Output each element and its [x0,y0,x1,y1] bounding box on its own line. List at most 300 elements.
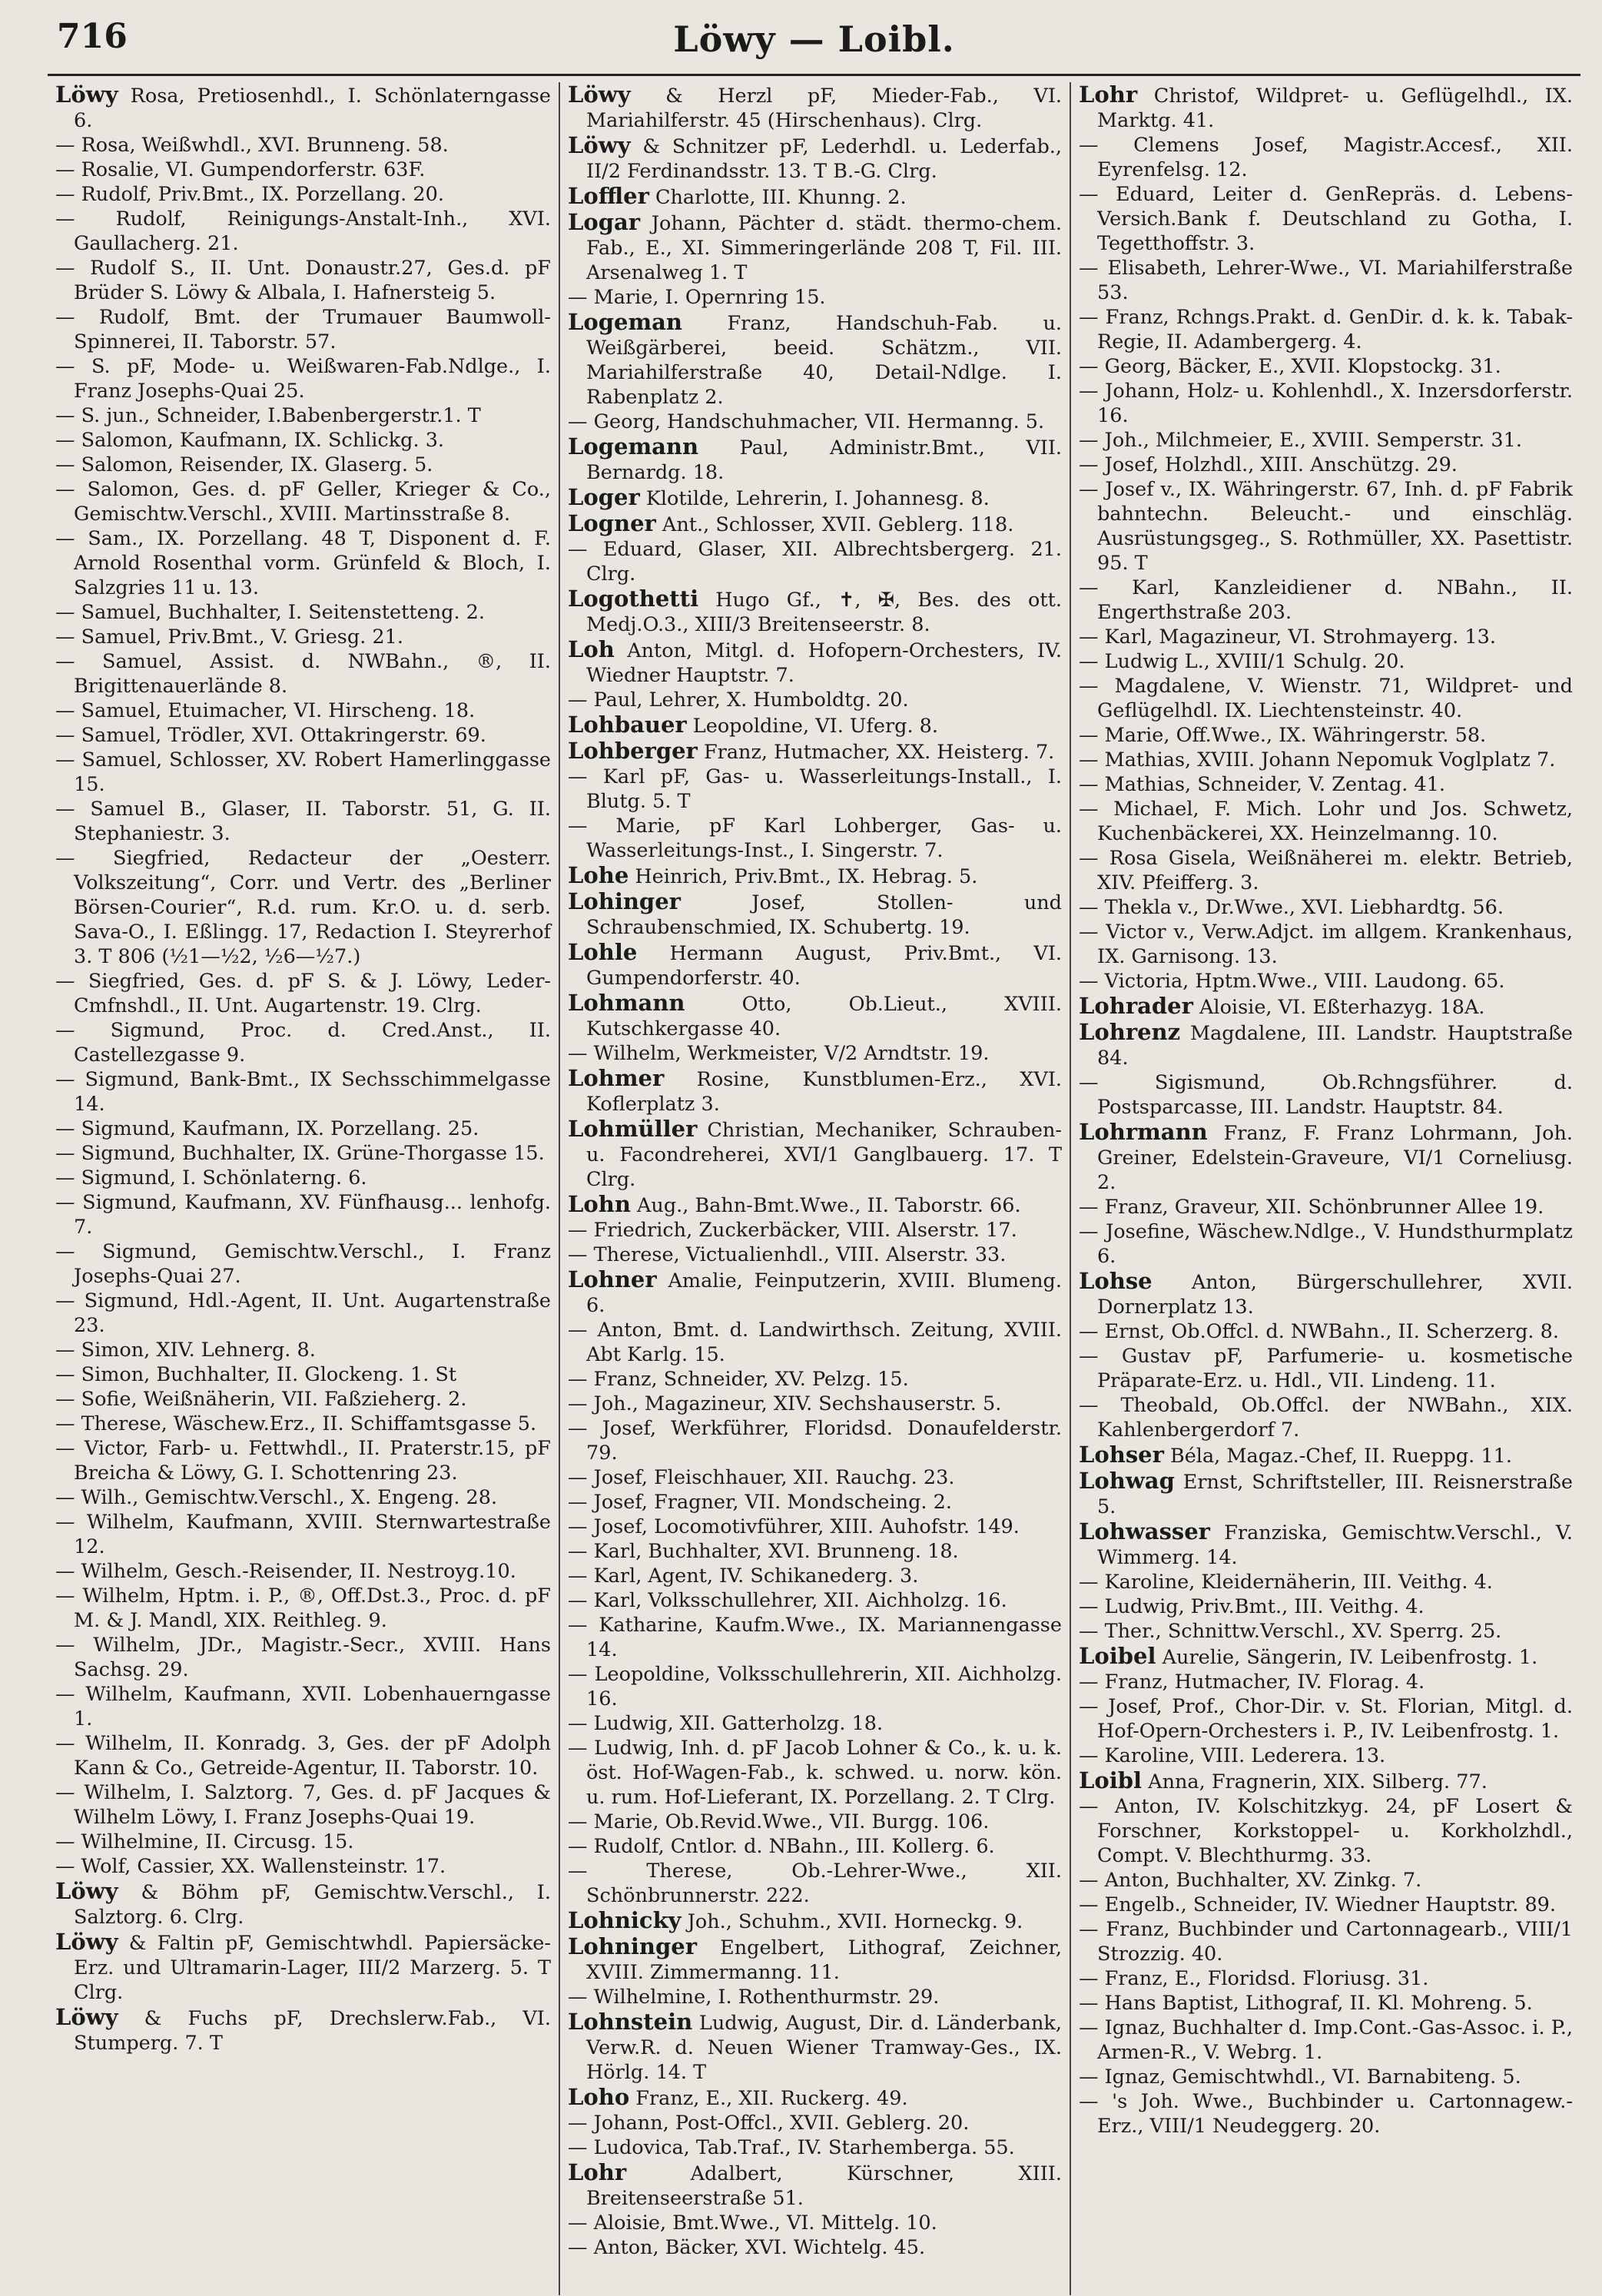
directory-entry [568,1416,1062,1465]
entry-surname: Loger [568,484,640,510]
entry-text: & Faltin pF, Gemischtwhdl. Papiersäcke-Erz. und Ultramarin-Lager, III/2 Marzerg. 5. T Clrg. [74,1932,551,2004]
directory-entry [55,1412,551,1436]
entry-text: — Michael, F. Mich. Lohr und Jos. Schwetz, Kuchenbäckerei, XX. Heinzelmanng. 10. [1079,798,1573,845]
entry-text: — Siegfried, Redacteur der „Oesterr. Volkszeitung“, Corr. und Vertr. des „Berliner Börsen-Courier“, R.d. rum. Kr.O. u. d. serb. Sava-O., I. Eßlingg. 17, Redaction I. Steyrerhof 3. T 806 (½1—½2, ½6—½7.) [55,847,551,968]
directory-entry [1079,797,1573,846]
entry-surname: Lohnstein [568,2009,693,2035]
directory-entry [55,403,551,428]
entry-surname: Löwy [55,1929,118,1955]
entry-text: — Katharine, Kaufm.Wwe., IX. Mariannengasse 14. [568,1614,1062,1661]
directory-entry [55,1190,551,1239]
entry-text: — Samuel, Buchhalter, I. Seitenstetteng. 2. [55,601,485,624]
entry-text: — Franz, Hutmacher, IV. Florag. 4. [1079,1671,1425,1694]
directory-entry [1079,1219,1573,1269]
entry-text: — Rudolf S., II. Unt. Donaustr.27, Ges.d. pF Brüder S. Löwy & Albala, I. Hafnersteig 5. [55,257,551,304]
entry-text: — Magdalene, V. Wienstr. 71, Wildpret- und Geflügelhdl. IX. Liechtensteinstr. 40. [1079,675,1573,722]
entry-text: — Anton, Bäcker, XVI. Wichtelg. 45. [568,2236,926,2259]
entry-text: — Ignaz, Gemischtwhdl., VI. Barnabiteng. 5. [1079,2065,1521,2089]
directory-entry [1079,1393,1573,1442]
directory-entry [55,1879,551,1929]
entry-text: — Josef, Fleischhauer, XII. Rauchg. 23. [568,1466,955,1489]
directory-entry [568,184,1062,210]
entry-text: — Sigmund, Gemischtw.Verschl., I. Franz Josephs-Quai 27. [55,1240,551,1288]
entry-text: — Wolf, Cassier, XX. Wallensteinstr. 17. [55,1855,446,1878]
directory-entry [568,2211,1062,2235]
entry-text: — Josefine, Wäschew.Ndlge., V. Hundsthurmplatz 6. [1079,1220,1573,1268]
entry-text: — Wilhelm, II. Konradg. 3, Ges. der pF Adolph Kann & Co., Getreide-Agentur, II. Taborstr. 10. [55,1732,551,1780]
directory-entry [1079,256,1573,305]
directory-entry [568,2235,1062,2260]
entry-text: — Ludwig, Inh. d. pF Jacob Lohner & Co., k. u. k. öst. Hof-Wagen-Fab., k. schwed. u. norw. kön. u. rum. Hof-Lieferant, IX. Porzellang. 2. T Clrg. [568,1737,1062,1809]
entry-text: Aurelie, Sängerin, IV. Leibenfrostg. 1. [1156,1646,1538,1669]
entry-text: — Sigmund, I. Schönlaterng. 6. [55,1166,367,1189]
directory-entry [568,1810,1062,1834]
entry-text: — Ludwig, Priv.Bmt., III. Veithg. 4. [1079,1595,1425,1618]
entry-text: — Leopoldine, Volksschullehrerin, XII. Aichholzg. 16. [568,1663,1062,1710]
entry-text: — Samuel, Assist. d. NWBahn., ®, II. Brigittenauerlände 8. [55,650,551,698]
entry-text: — Josef, Prof., Chor-Dir. v. St. Florian, Mitgl. d. Hof-Opern-Orchesters i. P., IV. Leibenfrostg. 1. [1079,1695,1573,1743]
directory-entry [1079,1319,1573,1344]
entry-text: — Karl pF, Gas- u. Wasserleitungs-Install., I. Blutg. 5. T [568,765,1062,813]
directory-entry [55,1166,551,1190]
entry-text: — Franz, Schneider, XV. Pelzg. 15. [568,1368,909,1391]
entry-text: Ernst, Schriftsteller, III. Reisnerstraße 5. [1097,1471,1573,1518]
entry-text: — Franz, E., Floridsd. Floriusg. 31. [1079,1967,1429,1990]
directory-entry [55,133,551,158]
entry-text: — Franz, Graveur, XII. Schönbrunner Allee 19. [1079,1196,1544,1219]
entry-text: — Karl, Kanzleidiener d. NBahn., II. Engerthstraße 203. [1079,576,1573,624]
entry-text: — Wilhelm, Kaufmann, XVII. Lobenhauerngasse 1. [55,1683,551,1730]
entry-text: Ludwig, August, Dir. d. Länderbank, Verw.R. d. Neuen Wiener Tramway-Ges., IX. Hörlg. 14. T [586,2012,1062,2084]
entry-text: — Sigmund, Kaufmann, XV. Fünfhausg... lenhofg. 7. [55,1191,551,1239]
directory-entry [1079,428,1573,453]
directory-entry [1079,2016,1573,2065]
entry-surname: Lohberger [568,738,698,764]
directory-entry [55,625,551,649]
entry-text: Josef, Stollen- und Schraubenschmied, IX. Schubertg. 19. [586,891,1062,939]
entry-text: — Clemens Josef, Magistr.Accesf., XII. Eyrenfelsg. 12. [1079,134,1573,181]
directory-entry [568,485,1062,511]
directory-entry [55,82,551,133]
entry-surname: Lohse [1079,1268,1153,1294]
entry-text: — Franz, Buchbinder und Cartonnagearb., VIII/1 Strozzig. 40. [1079,1918,1573,1966]
entry-text: — Josef, Werkführer, Floridsd. Donaufelderstr. 79. [568,1417,1062,1465]
directory-entry [568,712,1062,738]
entry-surname: Loibel [1079,1643,1156,1669]
directory-entry [55,1780,551,1830]
directory-entry [1079,1794,1573,1868]
entry-text: Engelbert, Lithograf, Zeichner, XVIII. Zimmermanng. 11. [586,1936,1062,1984]
entry-text: — Gustav pF, Parfumerie- u. kosmetische Präparate-Erz. u. Hdl., VII. Lindeng. 11. [1079,1345,1573,1392]
directory-entry [1079,1070,1573,1120]
entry-surname: Löwy [568,82,631,108]
entry-surname: Lohrenz [1079,1019,1181,1045]
entry-text: Otto, Ob.Lieut., XVIII. Kutschkergasse 40. [586,993,1062,1040]
entry-surname: Logothetti [568,586,699,612]
entry-text: — Anton, IV. Kolschitzkyg. 24, pF Losert & Forschner, Korkstoppel- u. Korkholzhdl., Compt. V. Blechthurmg. 33. [1079,1795,1573,1867]
directory-entry [568,637,1062,688]
entry-text: — Karl, Volksschullehrer, XII. Aichholzg. 16. [568,1589,1007,1612]
directory-entry [55,649,551,698]
directory-entry [1079,82,1573,133]
directory-entry [568,1613,1062,1662]
entry-text: — 's Joh. Wwe., Buchbinder u. Cartonnagew.-Erz., VIII/1 Neudeggerg. 20. [1079,2090,1573,2138]
entry-text: — Karl, Agent, IV. Schikanederg. 3. [568,1564,919,1588]
entry-text: — Wilh., Gemischtw.Verschl., X. Engeng. 28. [55,1486,498,1509]
entry-surname: Löwy [55,82,118,108]
entry-text: — Wilhelm, JDr., Magistr.-Secr., XVIII. Hans Sachsg. 29. [55,1634,551,1681]
directory-entry [568,1662,1062,1711]
entry-text: — Aloisie, Bmt.Wwe., VI. Mittelg. 10. [568,2211,937,2235]
entry-text: Christof, Wildpret- u. Geflügelhdl., IX. Marktg. 41. [1097,85,1573,132]
entry-text: — Victor, Farb- u. Fettwhdl., II. Praterstr.15, pF Breicha & Löwy, G. I. Schottenring 23. [55,1437,551,1485]
entry-text: — Wilhelm, Kaufmann, XVIII. Sternwartestraße 12. [55,1511,551,1558]
column-1 [48,82,559,2295]
entry-surname: Logemann [568,433,699,460]
entry-text: — Ernst, Ob.Offcl. d. NWBahn., II. Scherzerg. 8. [1079,1320,1559,1343]
entry-text: Heinrich, Priv.Bmt., IX. Hebrag. 5. [629,865,978,888]
entry-text: — Salomon, Kaufmann, IX. Schlickg. 3. [55,429,445,452]
directory-entry [55,1116,551,1141]
entry-text: — Sigmund, Hdl.-Agent, II. Unt. Augartenstraße 23. [55,1289,551,1337]
directory-entry [55,256,551,305]
entry-text: — Marie, I. Opernring 15. [568,286,826,309]
directory-entry [568,1041,1062,1066]
directory-entry [568,1267,1062,1318]
entry-surname: Lohmer [568,1065,665,1091]
directory-entry [55,1830,551,1854]
entry-surname: Lohmann [568,990,685,1016]
directory-entry [55,1682,551,1731]
entry-text: Joh., Schuhm., XVII. Horneckg. 9. [681,1910,1023,1933]
entry-text: — Rudolf, Reinigungs-Anstalt-Inh., XVI. Gaullacherg. 21. [55,207,551,255]
directory-entry [1079,1269,1573,1319]
directory-entry [1079,1468,1573,1519]
entry-text: Magdalene, III. Landstr. Hauptstraße 84. [1097,1022,1573,1070]
entry-text: — Marie, Ob.Revid.Wwe., VII. Burgg. 106. [568,1810,990,1833]
directory-entry [55,428,551,453]
page-header [48,14,1580,76]
directory-entry [1079,354,1573,379]
column-2 [559,82,1070,2295]
directory-entry [568,1116,1062,1192]
directory-entry [568,688,1062,712]
directory-entry [1079,674,1573,723]
entry-text: — Samuel, Schlosser, XV. Robert Hamerlinggasse 15. [55,748,551,796]
directory-entry [55,182,551,207]
entry-text: — Franz, Rchngs.Prakt. d. GenDir. d. k. k. Tabak-Regie, II. Adambergerg. 4. [1079,306,1573,353]
entry-text: — Thekla v., Dr.Wwe., XVI. Liebhardtg. 56. [1079,896,1504,919]
entry-text: Rosine, Kunstblumen-Erz., XVI. Koflerplatz 3. [586,1068,1062,1116]
entry-text: Hermann August, Priv.Bmt., VI. Gumpendorferstr. 40. [586,942,1062,990]
entry-surname: Lohr [568,2159,627,2185]
entry-text: — Marie, Off.Wwe., IX. Währingerstr. 58. [1079,724,1487,747]
entry-text: — Johann, Post-Offcl., XVII. Geblerg. 20. [568,2112,970,2135]
entry-text: — Salomon, Reisender, IX. Glaserg. 5. [55,453,433,476]
entry-text: — Victoria, Hptm.Wwe., VIII. Laudong. 65. [1079,970,1505,993]
directory-entry [1079,1619,1573,1644]
entry-text: — S. pF, Mode- u. Weißwaren-Fab.Ndlge., I. Franz Josephs-Quai 25. [55,355,551,403]
entry-text: Franz, Handschuh-Fab. u. Weißgärberei, beeid. Schätzm., VII. Mariahilferstraße 40, Detail-Ndlge. I. Rabenplatz 2. [586,312,1062,409]
entry-text: — Karoline, Kleidernäherin, III. Veithg. 4. [1079,1571,1493,1594]
directory-entry [568,738,1062,765]
directory-entry [568,210,1062,285]
entry-text: — Wilhelmine, II. Circusg. 15. [55,1830,354,1853]
entry-text: — Sigmund, Kaufmann, IX. Porzellang. 25. [55,1117,479,1140]
running-title: Löwy — Loibl. [673,18,955,60]
directory-entry [55,1362,551,1387]
directory-entry [568,1243,1062,1267]
directory-entry [1079,1744,1573,1768]
directory-entry [568,82,1062,133]
directory-entry [568,1834,1062,1859]
entry-text: — Ludwig L., XVIII/1 Schulg. 20. [1079,650,1405,673]
directory-entry [55,477,551,526]
directory-entry [568,1539,1062,1564]
entry-surname: Loibl [1079,1767,1143,1793]
directory-entry [568,1515,1062,1539]
entry-text: — Karoline, VIII. Lederera. 13. [1079,1744,1386,1767]
directory-entry [55,1141,551,1166]
directory-entry [55,453,551,477]
entry-surname: Lohrader [1079,993,1193,1019]
entry-text: — Josef, Locomotivführer, XIII. Auhofstr. 149. [568,1515,1020,1538]
directory-entry [55,698,551,723]
directory-entry [1079,994,1573,1020]
entry-surname: Lohninger [568,1933,698,1959]
entry-text: — Therese, Victualienhdl., VIII. Alserstr. 33. [568,1243,1007,1266]
entry-text: Johann, Pächter d. städt. thermo-chem. Fab., E., XI. Simmeringerlände 208 T, Fil. III. Arsenalweg 1. T [586,212,1062,284]
entry-text: Ant., Schlosser, XVII. Geblerg. 118. [655,513,1014,536]
directory-entry [55,600,551,625]
entry-text: — Wilhelmine, I. Rothenthurmstr. 29. [568,1986,940,2009]
entry-text: — Samuel, Priv.Bmt., V. Griesg. 21. [55,625,403,649]
entry-text: — Anton, Buchhalter, XV. Zinkg. 7. [1079,1869,1422,1892]
directory-entry [55,1929,551,2005]
entry-surname: Lohwag [1079,1468,1175,1494]
directory-entry [568,889,1062,940]
entry-text: — Eduard, Glaser, XII. Albrechtsbergerg. 21. Clrg. [568,538,1062,586]
directory-entry [568,1859,1062,1908]
entry-text: — Samuel, Trödler, XVI. Ottakringerstr. 69. [55,724,486,747]
column-3 [1070,82,1580,2295]
directory-entry [568,1192,1062,1218]
directory-entry [1079,576,1573,625]
entry-text: Amalie, Feinputzerin, XVIII. Blumeng. 6. [586,1269,1062,1317]
directory-entry [568,537,1062,586]
directory-entry [1079,969,1573,994]
entry-text: — S. jun., Schneider, I.Babenbergerstr.1. T [55,404,481,427]
entry-text: Charlotte, III. Khunng. 2. [648,186,907,209]
directory-entry [1079,1917,1573,1966]
directory-entry [1079,920,1573,969]
entry-text: Klotilde, Lehrerin, I. Johannesg. 8. [639,487,990,510]
entry-text: Aloisie, VI. Eßterhazyg. 18A. [1192,996,1485,1019]
directory-entry [568,511,1062,537]
directory-entry [568,1218,1062,1243]
directory-entry [55,158,551,182]
entry-surname: Lohinger [568,888,681,914]
entry-text: — Marie, pF Karl Lohberger, Gas- u. Wasserleitungs-Inst., I. Singerstr. 7. [568,815,1062,862]
directory-entry [568,863,1062,889]
entry-surname: Lohser [1079,1442,1164,1468]
entry-text: — Ludwig, XII. Gatterholzg. 18. [568,1712,884,1735]
directory-entry [55,1239,551,1289]
directory-entry [55,1289,551,1338]
entry-surname: Logner [568,510,656,536]
entry-text: — Rosa, Weißwhdl., XVI. Brunneng. 58. [55,134,449,157]
entry-text: — Samuel, Etuimacher, VI. Hirscheng. 18. [55,699,476,722]
entry-text: — Karl, Buchhalter, XVI. Brunneng. 18. [568,1540,959,1563]
entry-text: Aug., Bahn-Bmt.Wwe., II. Taborstr. 66. [630,1194,1021,1217]
directory-entry [1079,1442,1573,1468]
entry-text: Franziska, Gemischtw.Verschl., V. Wimmerg. 14. [1097,1521,1573,1569]
entry-text: — Hans Baptist, Lithograf, II. Kl. Mohreng. 5. [1079,1992,1533,2015]
entry-text: — Eduard, Leiter d. GenRepräs. d. Lebens-Versich.Bank f. Deutschland zu Gotha, I. Tegetthoffstr. 3. [1079,183,1573,255]
entry-text: — Wilhelm, I. Salztorg. 7, Ges. d. pF Jacques & Wilhelm Löwy, I. Franz Josephs-Quai 19. [55,1781,551,1829]
directory-entry [568,285,1062,310]
directory-entry [568,434,1062,485]
directory-entry [1079,182,1573,256]
entry-text: — Sam., IX. Porzellang. 48 T, Disponent d. F. Arnold Rosenthal vorm. Grünfeld & Bloch, I. Salzgries 11 u. 13. [55,527,551,599]
directory-entry [1079,772,1573,797]
entry-text: — Josef, Holzhdl., XIII. Anschützg. 29. [1079,453,1458,476]
entry-surname: Lohr [1079,82,1138,108]
entry-text: Leopoldine, VI. Uferg. 8. [686,715,938,738]
directory-entry [568,1490,1062,1515]
entry-surname: Logar [568,209,641,235]
directory-entry [568,940,1062,990]
directory-entry [568,1908,1062,1934]
directory-entry [55,723,551,748]
directory-entry [568,1934,1062,1985]
entry-text: — Wilhelm, Gesch.-Reisender, II. Nestroyg.10. [55,1560,516,1583]
directory-entry [1079,1519,1573,1570]
directory-entry [1079,453,1573,477]
directory-entry [1079,1570,1573,1594]
entry-surname: Lohn [568,1191,631,1217]
entry-text: — Elisabeth, Lehrer-Wwe., VI. Mariahilferstraße 53. [1079,257,1573,304]
directory-entry [55,1067,551,1116]
directory-entry [1079,1694,1573,1744]
entry-text: Béla, Magaz.-Chef, II. Rueppg. 11. [1163,1445,1512,1468]
directory-entry [1079,1768,1573,1794]
directory-entry [55,354,551,403]
entry-text: Rosa, Pretiosenhdl., I. Schönlaterngasse 6. [74,85,551,132]
entry-surname: Lohnicky [568,1907,682,1933]
entry-text: — Rudolf, Bmt. der Trumauer Baumwoll-Spinnerei, II. Taborstr. 57. [55,306,551,353]
directory-entry [568,1588,1062,1613]
directory-entry [55,1633,551,1682]
directory-entry [568,1985,1062,2009]
entry-text: & Schnitzer pF, Lederhdl. u. Lederfab., II/2 Ferdinandsstr. 13. T B.-G. Clrg. [586,135,1062,183]
entry-text: Adalbert, Kürschner, XIII. Breitenseerstraße 51. [586,2162,1062,2210]
entry-text: — Siegfried, Ges. d. pF S. & J. Löwy, Leder-Cmfnshdl., II. Unt. Augartenstr. 19. Clrg. [55,970,551,1017]
entry-text: — Sigismund, Ob.Rchngsführer. d. Postsparcasse, III. Landstr. Hauptstr. 84. [1079,1071,1573,1119]
directory-entry [55,1584,551,1633]
directory-entry [1079,895,1573,920]
entry-text: — Josef, Fragner, VII. Mondscheing. 2. [568,1491,952,1514]
directory-entry [1079,1120,1573,1195]
entry-text: Franz, F. Franz Lohrmann, Joh. Greiner, Edelstein-Graveure, VI/1 Corneliusg. 2. [1097,1122,1573,1194]
entry-text: — Simon, Buchhalter, II. Glockeng. 1. St [55,1363,457,1386]
directory-entry [568,990,1062,1041]
directory-entry [568,2009,1062,2085]
directory-entry [1079,1991,1573,2016]
directory-entry [1079,846,1573,895]
directory-entry [55,1731,551,1780]
directory-entry [1079,305,1573,354]
directory-entry [1079,1966,1573,1991]
directory-entry [568,2111,1062,2135]
directory-entry [568,133,1062,184]
directory-entry [1079,1344,1573,1393]
entry-text: — Karl, Magazineur, VI. Strohmayerg. 13. [1079,625,1496,649]
directory-entry [1079,1020,1573,1070]
entry-text: — Anton, Bmt. d. Landwirthsch. Zeitung, XVIII. Abt Karlg. 15. [568,1319,1062,1366]
directory-entry [568,2085,1062,2111]
directory-entry [1079,1195,1573,1219]
entry-text: Franz, E., XII. Ruckerg. 49. [629,2087,908,2110]
directory-entry [55,2005,551,2055]
directory-entry [568,1367,1062,1392]
entry-text: — Theobald, Ob.Offcl. der NWBahn., XIX. Kahlenbergerdorf 7. [1079,1394,1573,1442]
entry-text: & Herzl pF, Mieder-Fab., VI. Mariahilferstr. 45 (Hirschenhaus). Clrg. [586,85,1062,132]
directory-entry [568,586,1062,637]
entry-surname: Logeman [568,309,683,335]
entry-text: — Rosa Gisela, Weißnäherei m. elektr. Betrieb, XIV. Pfeifferg. 3. [1079,847,1573,894]
entry-surname: Lohrmann [1079,1119,1208,1145]
entry-text: & Fuchs pF, Drechslerw.Fab., VI. Stumperg. 7. T [74,2007,551,2055]
entry-text: — Paul, Lehrer, X. Humboldtg. 20. [568,688,909,712]
directory-entry [55,1018,551,1067]
directory-entry [568,1736,1062,1810]
entry-text: — Ludovica, Tab.Traf., IV. Starhemberga. 55. [568,2136,1015,2159]
entry-text: & Böhm pF, Gemischtw.Verschl., I. Salztorg. 6. Clrg. [74,1881,551,1929]
entry-surname: Lohle [568,939,638,965]
directory-entry [55,1387,551,1412]
directory-entry [568,410,1062,434]
entry-text: — Therese, Ob.-Lehrer-Wwe., XII. Schönbrunnerstr. 222. [568,1860,1062,1907]
entry-text: — Georg, Handschuhmacher, VII. Hermanng. 5. [568,410,1045,433]
entry-text: — Joh., Magazineur, XIV. Sechshauserstr. 5. [568,1392,1002,1415]
directory-entry [568,1564,1062,1588]
entry-text: — Georg, Bäcker, E., XVII. Klopstockg. 31. [1079,355,1501,378]
entry-surname: Lohmüller [568,1116,698,1142]
entry-text: Franz, Hutmacher, XX. Heisterg. 7. [697,741,1055,764]
directory-entry [55,1485,551,1510]
directory-entry [1079,1893,1573,1917]
directory-entry [55,207,551,256]
entry-text: — Wilhelm, Hptm. i. P., ®, Off.Dst.3., Proc. d. pF M. & J. Mandl, XIX. Reithleg. 9. [55,1584,551,1632]
entry-text: — Sofie, Weißnäherin, VII. Faßzieherg. 2. [55,1388,467,1411]
entry-text: Anton, Mitgl. d. Hofopern-Orchesters, IV. Wiedner Hauptstr. 7. [586,639,1062,687]
entry-text: — Simon, XIV. Lehnerg. 8. [55,1339,316,1362]
entry-text: — Wilhelm, Werkmeister, V/2 Arndtstr. 19. [568,1042,990,1065]
directory-entry [55,526,551,600]
directory-entry [1079,2089,1573,2138]
directory-entry [55,1559,551,1584]
entry-surname: Lohe [568,862,629,888]
entry-text: Anna, Fragnerin, XIX. Silberg. 77. [1142,1770,1488,1793]
entry-text: — Engelb., Schneider, IV. Wiedner Hauptstr. 89. [1079,1893,1557,1916]
directory-entry [1079,477,1573,576]
directory-entry [1079,1644,1573,1670]
directory-entry [1079,723,1573,748]
directory-entry [1079,625,1573,649]
entry-text: — Friedrich, Zuckerbäcker, VIII. Alserstr. 17. [568,1219,1017,1242]
directory-entry [55,1510,551,1559]
